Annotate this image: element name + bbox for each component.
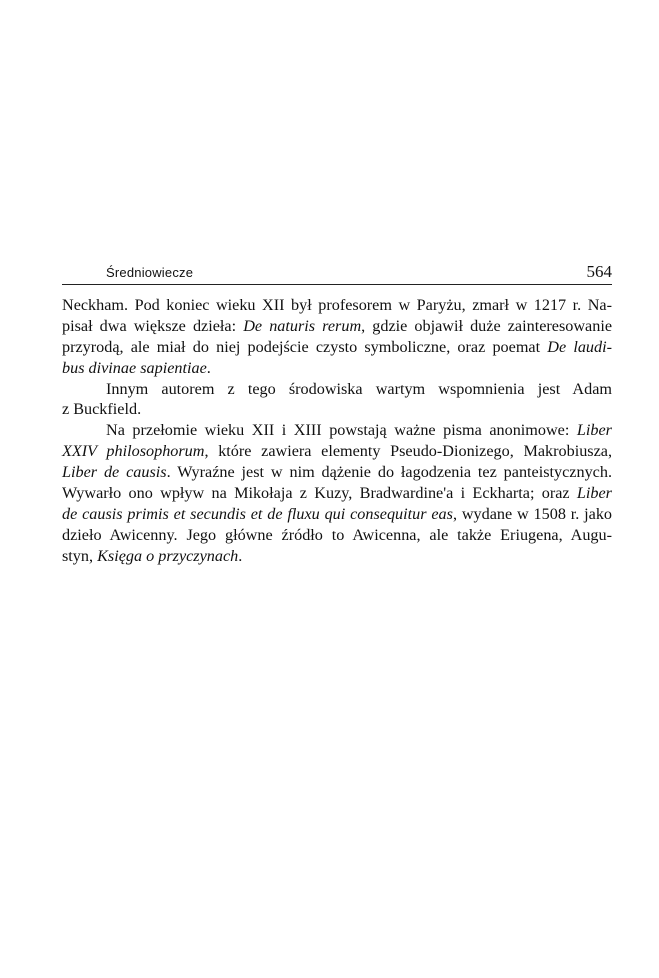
text-run: , wydane w 1508 r. jako	[452, 504, 613, 523]
text-line	[62, 420, 612, 441]
body-text	[62, 295, 612, 567]
text-line	[62, 483, 612, 504]
text-run: styn,	[62, 546, 98, 565]
text-line: dzieło Awicenny. Jego główne źródło to Awicenna, ale także Eriugena, Augu-	[62, 525, 612, 544]
italic-title: De naturis rerum	[243, 316, 362, 335]
text-line: Neckham. Pod koniec wieku XII był profesorem w Paryżu, zmarł w 1217 r. Na-	[62, 296, 612, 314]
text-line	[62, 441, 612, 462]
text-run: .	[206, 358, 211, 377]
text-run: Wywarło ono wpływ na Mikołaja z Kuzy, Bradwardine'a i Eckharta; oraz	[62, 484, 577, 503]
italic-title: de causis primis et secundis et de fluxu qui consequitur eas	[62, 504, 453, 523]
text-line	[62, 462, 612, 483]
text-line: Innym autorem z tego środowiska wartym wspomnienia jest Adam	[106, 379, 612, 398]
italic-title: Liber	[576, 484, 612, 503]
italic-title: Księga o przyczynach	[97, 546, 239, 565]
text-line	[62, 337, 612, 358]
text-line	[62, 316, 612, 337]
text-run: , gdzie objawił duże zainteresowanie	[361, 316, 613, 335]
text-run: Na przełomie wieku XII i XIII powstają ważne pisma anonimowe:	[106, 421, 577, 440]
text-line	[62, 358, 612, 379]
text-line	[62, 546, 612, 567]
text-run: pisał dwa większe dzieła:	[62, 316, 244, 335]
text-line: z Buckfield.	[62, 400, 142, 419]
section-title: Średniowiecze	[106, 265, 194, 280]
text-run: .	[238, 546, 243, 565]
italic-title: bus divinae sapientiae	[62, 358, 207, 377]
italic-title: Liber	[576, 421, 612, 440]
running-header	[62, 262, 612, 285]
page-number: 564	[586, 262, 612, 281]
italic-title: Liber de causis	[62, 463, 167, 482]
text-run: przyrodą, ale miał do niej podejście czysto symboliczne, oraz poemat	[62, 337, 548, 356]
text-run: , które zawiera elementy Pseudo-Dionizego, Makrobiusza,	[204, 442, 613, 461]
text-line	[62, 504, 612, 525]
italic-title: XXIV philosophorum	[62, 442, 205, 461]
italic-title: De laudi-	[547, 337, 612, 356]
text-run: . Wyraźne jest w nim dążenie do łagodzenia tez panteistycznych.	[166, 463, 612, 482]
